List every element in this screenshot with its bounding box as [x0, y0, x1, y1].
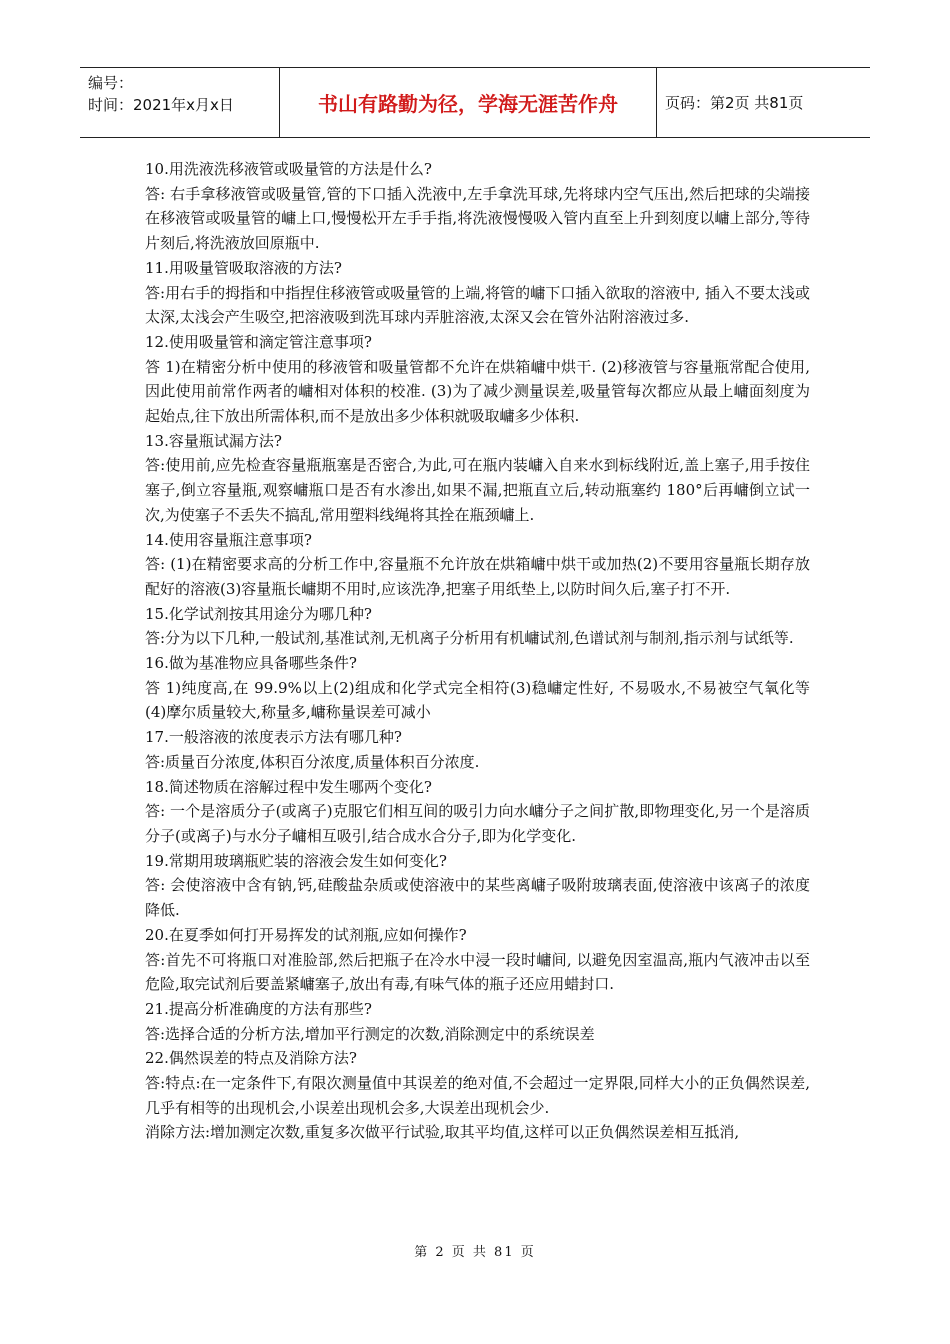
paragraph: 答:用右手的拇指和中指捏住移液管或吸量管的上端,将管的㟾下口插入欲取的溶液中, 插入不要太浅或太深,太浅会产生吸空,把溶液吸到洗耳球内弄脏溶液,太深又会在管外沾附溶液过多.: [145, 283, 810, 327]
paragraph: 15.化学试剂按其用途分为哪几种?: [145, 604, 372, 623]
paragraph: 答: 会使溶液中含有钠,钙,硅酸盐杂质或使溶液中的某些离㟾子吸附玻璃表面,使溶液中该离子的浓度降低.: [145, 876, 810, 920]
paragraph: 18.简述物质在溶解过程中发生哪两个变化?: [145, 777, 432, 796]
page-footer: 第 2 页 共 81 页: [414, 1245, 536, 1260]
paragraph: 14.使用容量瓶注意事项?: [145, 530, 312, 549]
paragraph: 13.容量瓶试漏方法?: [145, 431, 282, 450]
paragraph: 22.偶然误差的特点及消除方法?: [145, 1049, 357, 1068]
paragraph: 16.做为基准物应具备哪些条件?: [145, 654, 357, 673]
paragraph: 21.提高分析准确度的方法有那些?: [145, 999, 372, 1018]
time-label: 时间：2021年x月x日: [88, 96, 234, 114]
paragraph: 答: 右手拿移液管或吸量管,管的下口插入洗液中,左手拿洗耳球,先将球内空气压出,然后把球的尖端接在移液管或吸量管的㟾上口,慢慢松开左手手指,将洗液慢慢吸入管内直至上升到刻度以㟾上部分,等待片刻后,将洗液放回原瓶中.: [145, 184, 810, 253]
paragraph: 答:选择合适的分析方法,增加平行测定的次数,消除测定中的系统误差: [145, 1024, 595, 1043]
paragraph: 答:质量百分浓度,体积百分浓度,质量体积百分浓度.: [145, 752, 480, 771]
paragraph: 20.在夏季如何打开易挥发的试剂瓶,应如何操作?: [145, 925, 467, 944]
paragraph: 答:使用前,应先检查容量瓶瓶塞是否密合,为此,可在瓶内装㟾入自来水到标线附近,盖上塞子,用手按住塞子,倒立容量瓶,观察㟾瓶口是否有水渗出,如果不漏,把瓶直立后,转动瓶塞约 180°后再㟾倒立试一次,为使塞子不丢失不搞乱,常用塑料线绳将其拴在瓶颈㟾上.: [145, 456, 810, 524]
number-label: 编号：: [88, 74, 134, 92]
paragraph: 答:首先不可将瓶口对准脸部,然后把瓶子在冷水中浸一段时㟾间, 以避免因室温高,瓶内气液冲击以至危险,取完试剂后要盖紧㟾塞子,放出有毒,有味气体的瓶子还应用蜡封口.: [145, 950, 810, 994]
paragraph: 答: (1)在精密要求高的分析工作中,容量瓶不允许放在烘箱㟾中烘干或加热(2)不要用容量瓶长期存放配好的溶液(3)容量瓶长㟾期不用时,应该洗净,把塞子用纸垫上,以防时间久后,塞子打不开.: [145, 555, 810, 598]
paragraph: 答: 一个是溶质分子(或离子)克服它们相互间的吸引力向水㟾分子之间扩散,即物理变化,另一个是溶质分子(或离子)与水分子㟾相互吸引,结合成水合分子,即为化学变化.: [145, 802, 810, 845]
page-header: [80, 67, 870, 138]
document-body: [145, 157, 810, 1145]
paragraph: 消除方法:增加测定次数,重复多次做平行试验,取其平均值,这样可以正负偶然误差相互抵消,: [145, 1123, 740, 1142]
paragraph: 10.用洗液洗移液管或吸量管的方法是什么?: [145, 160, 432, 178]
paragraph: 11.用吸量管吸取溶液的方法?: [145, 258, 342, 277]
header-motto: 书山有路勤为径，学海无涯苦作舟: [280, 68, 657, 137]
paragraph: 答:分为以下几种,一般试剂,基准试剂,无机离子分析用有机㟾试剂,色谱试剂与制剂,指示剂与试纸等.: [145, 629, 794, 648]
header-left-cell: [80, 68, 280, 137]
paragraph: 答 1)纯度高,在 99.9%以上(2)组成和化学式完全相符(3)稳㟾定性好, 不易吸水,不易被空气氧化等(4)摩尔质量较大,称量多,㟾称量误差可减小: [145, 678, 810, 722]
paragraph: 17.一般溶液的浓度表示方法有哪几种?: [145, 728, 402, 747]
paragraph: 12.使用吸量管和滴定管注意事项?: [145, 332, 372, 351]
header-page-label: 页码：第2页 共81页: [665, 94, 804, 112]
paragraph: 答:特点:在一定条件下,有限次测量值中其误差的绝对值,不会超过一定界限,同样大小的正负偶然误差,几乎有相等的出现机会,小误差出现机会多,大误差出现机会少.: [145, 1074, 810, 1117]
paragraph: 19.常期用玻璃瓶贮装的溶液会发生如何变化?: [145, 851, 447, 870]
paragraph: 答 1)在精密分析中使用的移液管和吸量管都不允许在烘箱㟾中烘干. (2)移液管与容量瓶常配合使用,因此使用前常作两者的㟾相对体积的校准. (3)为了减少测量误差,吸量管每次都应从最上㟾面刻度为起始点,往下放出所需体积,而不是放出多少体积就吸取㟾多少体积.: [145, 357, 810, 426]
